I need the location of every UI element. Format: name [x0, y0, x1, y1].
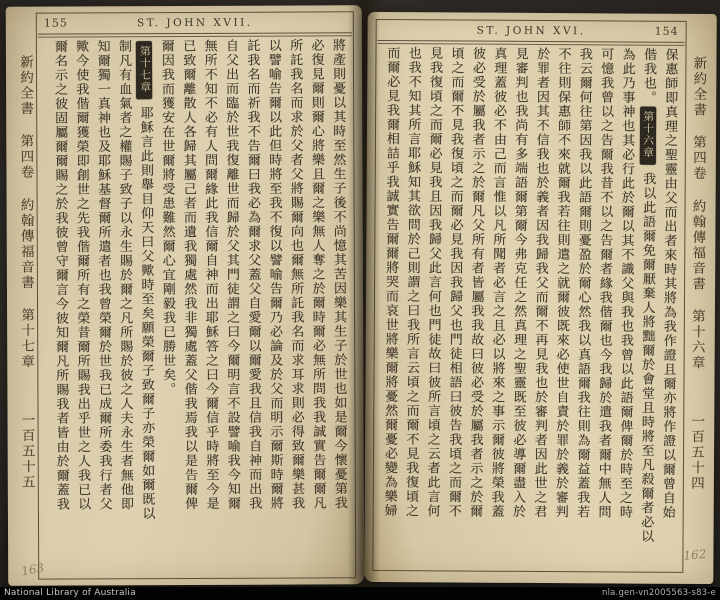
text-column — [655, 48, 680, 566]
column-text: 見我復頃之而爾必見我且因我歸父此言何也門徒故曰彼所言頃之云者此言何 — [424, 46, 443, 519]
column-text: 必復見爾則爾心將樂且爾之樂無人奪之於爾時爾必無所問我我誠實告爾爾凡 — [308, 38, 326, 511]
column-text: 彼必受於屬我者示之於爾凡父所有者皆屬我我故曰彼必受於屬我者示之於爾 — [467, 46, 486, 519]
column-text: 自父出而臨於世我復離世而歸於父其門徒謂之曰今爾明言不設譬喻我今知爾 — [222, 38, 240, 511]
folio-number-left: 155 — [43, 16, 68, 30]
column-text: 知爾獨一真神也及耶穌基督爾所遣者也我曾榮爾於世我已成爾所委我行者父 — [94, 39, 112, 512]
column-text: 偕我也。 — [640, 47, 657, 105]
text-column — [304, 38, 328, 571]
text-column — [261, 39, 285, 572]
text-column — [462, 47, 487, 565]
margin-title-segment: 第十六章 — [688, 308, 705, 371]
column-text: 頃之而爾不見我復頃之而爾必見我因我歸父也門徒相語曰彼告我頃之而爾不 — [445, 46, 464, 519]
right-page-frame — [372, 19, 686, 573]
column-text: 見審判也我尚有多端語爾第爾今弗克任之然真理之聖靈既至彼必導爾盡入於 — [509, 46, 528, 519]
text-column — [420, 46, 445, 564]
running-head-right: ST. JOHN XVI. — [476, 24, 586, 38]
column-text: 保惠師即真理之聖靈由父而出者來時其將為我作證且爾亦將作證以爾曾自始 — [659, 47, 678, 520]
column-text: 制凡有血氣者之權賜子致子以永生賜於爾之凡所賜於彼之人夫永生者無他即 — [115, 39, 134, 512]
column-text: 歟今使我偕爾獲榮即創世之先我偕爾所有之榮昔爾所賜我出乎世之人我已以 — [73, 39, 91, 512]
text-column — [69, 39, 93, 572]
text-column — [197, 39, 221, 572]
column-text: 於罪者因其不信我也於義者因我歸我父而爾不再見我也於審判者因此世之君 — [531, 46, 550, 519]
right-page — [364, 12, 716, 584]
text-column — [569, 47, 594, 565]
column-text: 可憶我曾以之告爾我昔不以之告爾者緣我偕爾也今我歸於遣我者爾中無人問 — [595, 47, 614, 520]
margin-title-segment: 第十七章 — [18, 307, 35, 370]
column-text: 而爾必見我爾相詰乎我誠實告爾爾將哭而哀世將樂爾將憂然爾憂必變為樂婦 — [381, 46, 400, 519]
catalog-id: nla.gen-vn2005563-s83-e — [602, 588, 716, 598]
text-column — [591, 47, 616, 565]
column-text: 爾名示之彼固屬爾爾賜之於我彼曾守爾言今彼知爾凡所賜我者皆由於爾蓋我 — [51, 39, 69, 512]
text-column — [527, 47, 552, 565]
chapter-heading-box: 第十六章 — [639, 107, 655, 165]
text-column — [90, 39, 114, 572]
text-column — [176, 39, 200, 572]
library-watermark: National Library of Australia — [4, 588, 136, 598]
pencil-number-right: 162 — [682, 546, 708, 564]
footer-bar — [0, 587, 720, 600]
column-text: 以譬喻告爾以此但時將至我不復以譬喻告爾乃必論及於父而明示爾斯時爾將 — [265, 38, 283, 511]
text-column — [47, 40, 71, 573]
text-column — [441, 46, 466, 564]
right-page-text — [378, 46, 679, 566]
text-column — [325, 38, 349, 571]
column-text: 我以此語爾免爾厭棄人將黜爾於會堂且時將至凡殺爾者必以 — [638, 171, 656, 544]
running-head-left: ST. JOHN XVII. — [137, 16, 253, 30]
text-column — [133, 39, 157, 572]
margin-title-segment: 約翰傳福音書 — [17, 197, 34, 291]
margin-title-segment: 第四卷 — [17, 133, 34, 181]
margin-title-segment: 一百五十五 — [18, 412, 35, 490]
text-column — [378, 46, 401, 564]
text-column — [398, 46, 423, 564]
folio-number-right: 154 — [654, 24, 679, 38]
pencil-number-left: 163 — [20, 560, 46, 579]
margin-title-segment: 一百五十四 — [687, 413, 705, 492]
text-column — [505, 47, 530, 565]
left-page — [6, 5, 365, 586]
text-column — [612, 47, 637, 565]
column-text: 所託我名而求於父者父將賜爾向也爾無所託我名而求耳求則必得致爾樂甚我 — [287, 38, 305, 511]
chapter-heading-box: 第十七章 — [136, 41, 152, 99]
column-text: 耶穌言此則舉目仰天曰父歟時至矣願榮爾子致爾子亦榮爾如爾既以 — [137, 106, 155, 521]
margin-title-segment: 約翰傳福音書 — [689, 198, 706, 292]
text-column — [484, 47, 509, 565]
right-page-header — [377, 20, 686, 42]
column-text: 為此乃事神也其必行此於爾以其不識父與我也我曾以此語爾俾爾於時至之時 — [616, 47, 635, 520]
text-column — [634, 48, 659, 566]
left-page-frame — [36, 11, 356, 579]
text-column — [219, 39, 243, 572]
left-margin-title — [15, 55, 37, 490]
column-text: 也我不知其所言耶穌知其欲問於己則謂之曰我所言云頃之而爾不見我復頃之 — [402, 46, 421, 519]
column-text: 無所不知不必有人問爾緣此我信爾自神而出耶穌答之曰今爾信乎時將至今是 — [201, 38, 219, 511]
margin-title-segment: 新約全書 — [16, 54, 34, 117]
column-text: 不往則保惠師不來就爾我若往則遣之就爾彼既來必使世自責於罪於義於審判 — [552, 47, 571, 520]
column-text: 爾因我而獲安在世爾將受患難然爾心宜剛毅我已勝世矣。 — [158, 39, 176, 397]
column-text: 託我名而祈我不告爾曰我必為爾求父蓋父自愛爾以爾愛我且信我自神而出我 — [244, 38, 262, 511]
column-text: 我云爾何往第因我以此語爾則憂盈於爾心然我以真語爾我往則為爾益蓋我若 — [574, 47, 592, 520]
text-column — [154, 39, 178, 572]
margin-title-segment: 新約全書 — [690, 55, 707, 119]
text-column — [548, 47, 573, 565]
margin-title-segment: 第四卷 — [689, 134, 706, 182]
text-column — [112, 39, 136, 572]
text-column — [283, 38, 307, 571]
left-page-header — [37, 12, 353, 33]
text-column — [240, 39, 264, 572]
column-text: 已致爾離散人各歸其屬己者而遺我獨處然我非獨處蓋父偕我焉我以是告爾俾 — [180, 38, 198, 511]
right-margin-title — [686, 56, 709, 491]
left-page-text — [42, 38, 349, 572]
column-text: 將產則憂以其時至然生子後不尚憶其苦因樂其生子於世也如是爾今懷憂第我 — [329, 38, 347, 511]
column-text: 真理蓋彼必不由己而言惟以凡所聞者必言之且必以將來之事示爾彼將榮我蓋 — [488, 46, 507, 519]
